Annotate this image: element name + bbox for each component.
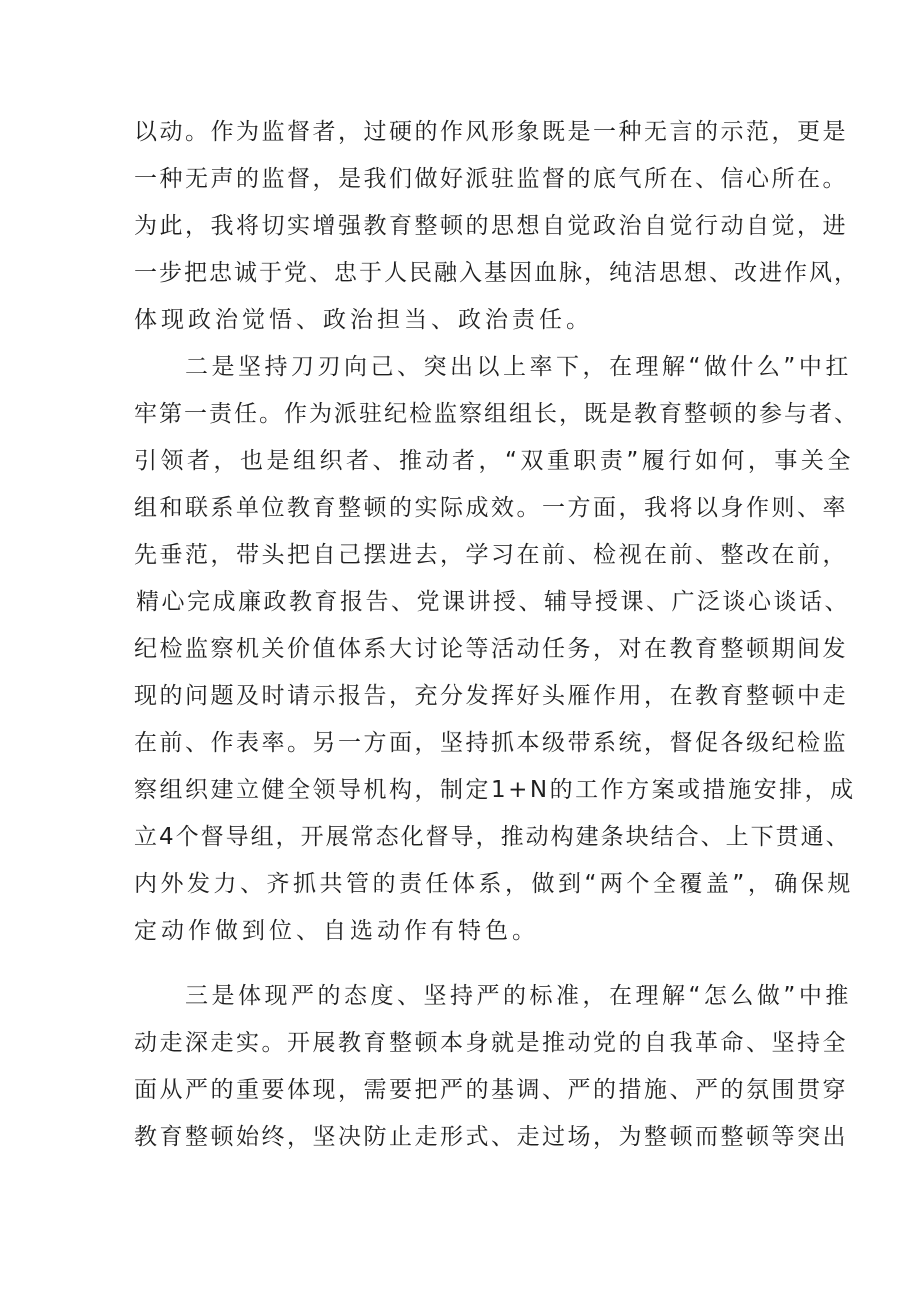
text-line: 在前、作表率。另一方面，坚持抓本级带系统，督促各级纪检监 xyxy=(134,730,848,756)
text-line: 纪检监察机关价值体系大讨论等活动任务，对在教育整顿期间发 xyxy=(134,636,848,662)
text-line: 组和联系单位教育整顿的实际成效。一方面，我将以身作则、率 xyxy=(134,495,848,521)
text-line: 立4个督导组，开展常态化督导，推动构建条块结合、上下贯通、 xyxy=(134,824,851,850)
text-line: 现的问题及时请示报告，充分发挥好头雁作用，在教育整顿中走 xyxy=(134,683,848,709)
text-line: 以动。作为监督者，过硬的作风形象既是一种无言的示范，更是 xyxy=(134,119,848,145)
text-line: 引领者，也是组织者、推动者，“双重职责”履行如何，事关全 xyxy=(134,448,854,474)
text-line: 动走深走实。开展教育整顿本身就是推动党的自我革命、坚持全 xyxy=(134,1030,848,1056)
text-line: 精心完成廉政教育报告、党课讲授、辅导授课、广泛谈心谈话、 xyxy=(136,589,850,615)
text-line: 一种无声的监督，是我们做好派驻监督的底气所在、信心所在。 xyxy=(134,166,848,192)
text-line: 定动作做到位、自选动作有特色。 xyxy=(134,918,539,944)
text-line: 内外发力、齐抓共管的责任体系，做到“两个全覆盖”，确保规 xyxy=(134,871,854,897)
text-line: 面从严的重要体现，需要把严的基调、严的措施、严的氛围贯穿 xyxy=(134,1077,848,1103)
text-line: 牢第一责任。作为派驻纪检监察组组长，既是教育整顿的参与者、 xyxy=(134,401,859,427)
text-line: 一步把忠诚于党、忠于人民融入基因血脉，纯洁思想、改进作风， xyxy=(134,260,859,286)
text-line: 先垂范，带头把自己摆进去，学习在前、检视在前、整改在前， xyxy=(134,542,848,568)
text-line: 教育整顿始终，坚决防止走形式、走过场，为整顿而整顿等突出 xyxy=(134,1124,848,1150)
text-line: 体现政治觉悟、政治担当、政治责任。 xyxy=(134,307,593,333)
text-line: 为此，我将切实增强教育整顿的思想自觉政治自觉行动自觉，进 xyxy=(134,213,848,239)
text-line: 察组织建立健全领导机构，制定1+N的工作方案或措施安排，成 xyxy=(134,777,856,803)
paragraph-start-line: 二是坚持刀刃向己、突出以上率下，在理解“做什么”中扛 xyxy=(185,354,852,380)
paragraph-start-line: 三是体现严的态度、坚持严的标准，在理解“怎么做”中推 xyxy=(185,983,852,1009)
